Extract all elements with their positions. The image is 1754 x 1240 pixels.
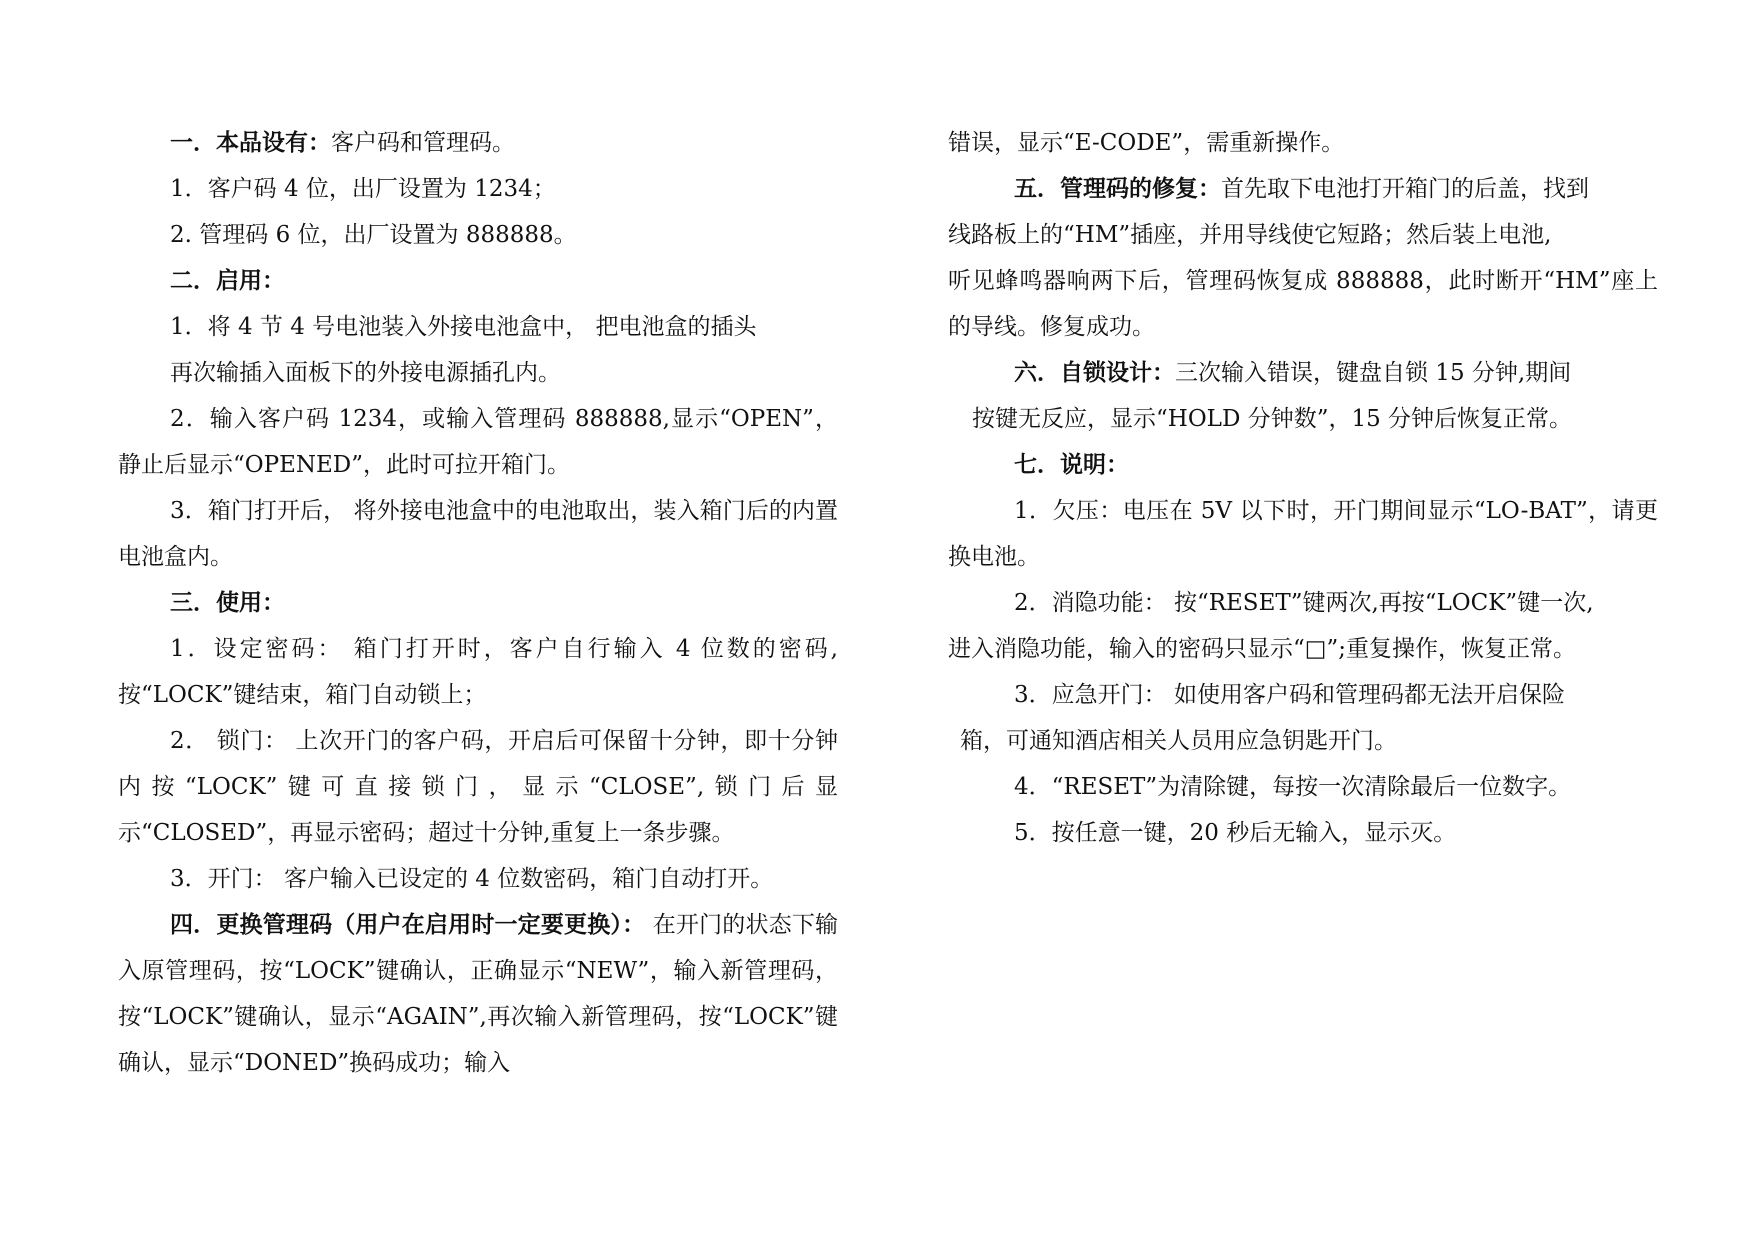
- section-1-heading: [118, 120, 838, 166]
- section-7-title: 七．说明：: [1014, 452, 1129, 478]
- section-4-text: 在开门的状态下输入原管理码，按“LOCK”键确认，正确显示“NEW”，输入新管理码，按“LOCK”键确认，显示“AGAIN”,再次输入新管理码，按“LOCK”键确认，显示“DONED”换码成功；输入: [118, 912, 839, 1076]
- left-column: [118, 120, 838, 1086]
- section-1-text: 客户码和管理码。: [331, 130, 515, 156]
- section-2-item-3: 3．箱门打开后， 将外接电池盒中的电池取出，装入箱门后的内置电池盒内。: [118, 498, 838, 570]
- section-7-item-5: 5．按任意一键，20 秒后无输入，显示灭。: [1014, 820, 1457, 846]
- section-5-text-line-1: 首先取下电池打开箱门的后盖，找到: [1221, 176, 1589, 202]
- section-1-title: 一．本品设有：: [170, 130, 331, 156]
- section-1-item-2: 2. 管理码 6 位，出厂设置为 888888。: [170, 222, 577, 248]
- section-3-item-2: 2． 锁门： 上次开门的客户码，开启后可保留十分钟，即十分钟内按“LOCK”键可直接锁门，显示“CLOSE”,锁门后显示“CLOSED”，再显示密码；超过十分钟,重复上一条步骤。: [118, 728, 838, 846]
- section-3-item-3: 3．开门： 客户输入已设定的 4 位数密码，箱门自动打开。: [170, 866, 774, 892]
- section-3-item-1: 1．设定密码： 箱门打开时，客户自行输入 4 位数的密码,按“LOCK”键结束，箱门自动锁上；: [118, 636, 838, 708]
- right-column: [948, 120, 1658, 856]
- section-4-paragraph: [118, 902, 838, 1086]
- section-7-item-3-line-2: 箱，可通知酒店相关人员用应急钥匙开门。: [960, 728, 1397, 754]
- section-6-title: 六．自锁设计：: [1014, 360, 1175, 386]
- section-4-continued: 错误，显示“E-CODE”，需重新操作。: [948, 130, 1345, 156]
- section-7-item-2-line-1: 2．消隐功能： 按“RESET”键两次,再按“LOCK”键一次,: [1014, 590, 1594, 616]
- section-6-heading: [948, 350, 1658, 396]
- section-5-text-line-2: 线路板上的“HM”插座，并用导线使它短路；然后装上电池,: [948, 222, 1552, 248]
- section-5-heading: [948, 166, 1658, 212]
- section-5-title: 五．管理码的修复：: [1014, 176, 1221, 202]
- section-6-text-line-2: 按键无反应，显示“HOLD 分钟数”，15 分钟后恢复正常。: [972, 406, 1573, 432]
- section-2-item-1-line-1: 1．将 4 节 4 号电池装入外接电池盒中， 把电池盒的插头: [170, 314, 757, 340]
- section-4-title: 四．更换管理码（用户在启用时一定要更换）：: [170, 912, 646, 938]
- section-5-text-line-3: 听见蜂鸣器响两下后，管理码恢复成 888888，此时断开“HM”座上的导线。修复成功。: [948, 268, 1658, 340]
- section-2-item-2: 2．输入客户码 1234，或输入管理码 888888,显示“OPEN”，静止后显示“OPENED”，此时可拉开箱门。: [118, 406, 838, 478]
- section-7-item-2-line-2: 进入消隐功能，输入的密码只显示“□”;重复操作，恢复正常。: [948, 636, 1576, 662]
- section-2-item-1-line-2: 再次输插入面板下的外接电源插孔内。: [170, 360, 561, 386]
- section-1-item-1: 1．客户码 4 位，出厂设置为 1234；: [170, 176, 556, 202]
- section-6-text-line-1: 三次输入错误，键盘自锁 15 分钟,期间: [1175, 360, 1572, 386]
- section-7-item-4: 4．“RESET”为清除键，每按一次清除最后一位数字。: [1014, 774, 1572, 800]
- section-2-title: 二．启用：: [170, 268, 285, 294]
- section-7-item-1: 1．欠压：电压在 5V 以下时，开门期间显示“LO-BAT”，请更换电池。: [948, 498, 1658, 570]
- section-7-item-3-line-1: 3．应急开门： 如使用客户码和管理码都无法开启保险: [1014, 682, 1565, 708]
- section-3-title: 三．使用：: [170, 590, 285, 616]
